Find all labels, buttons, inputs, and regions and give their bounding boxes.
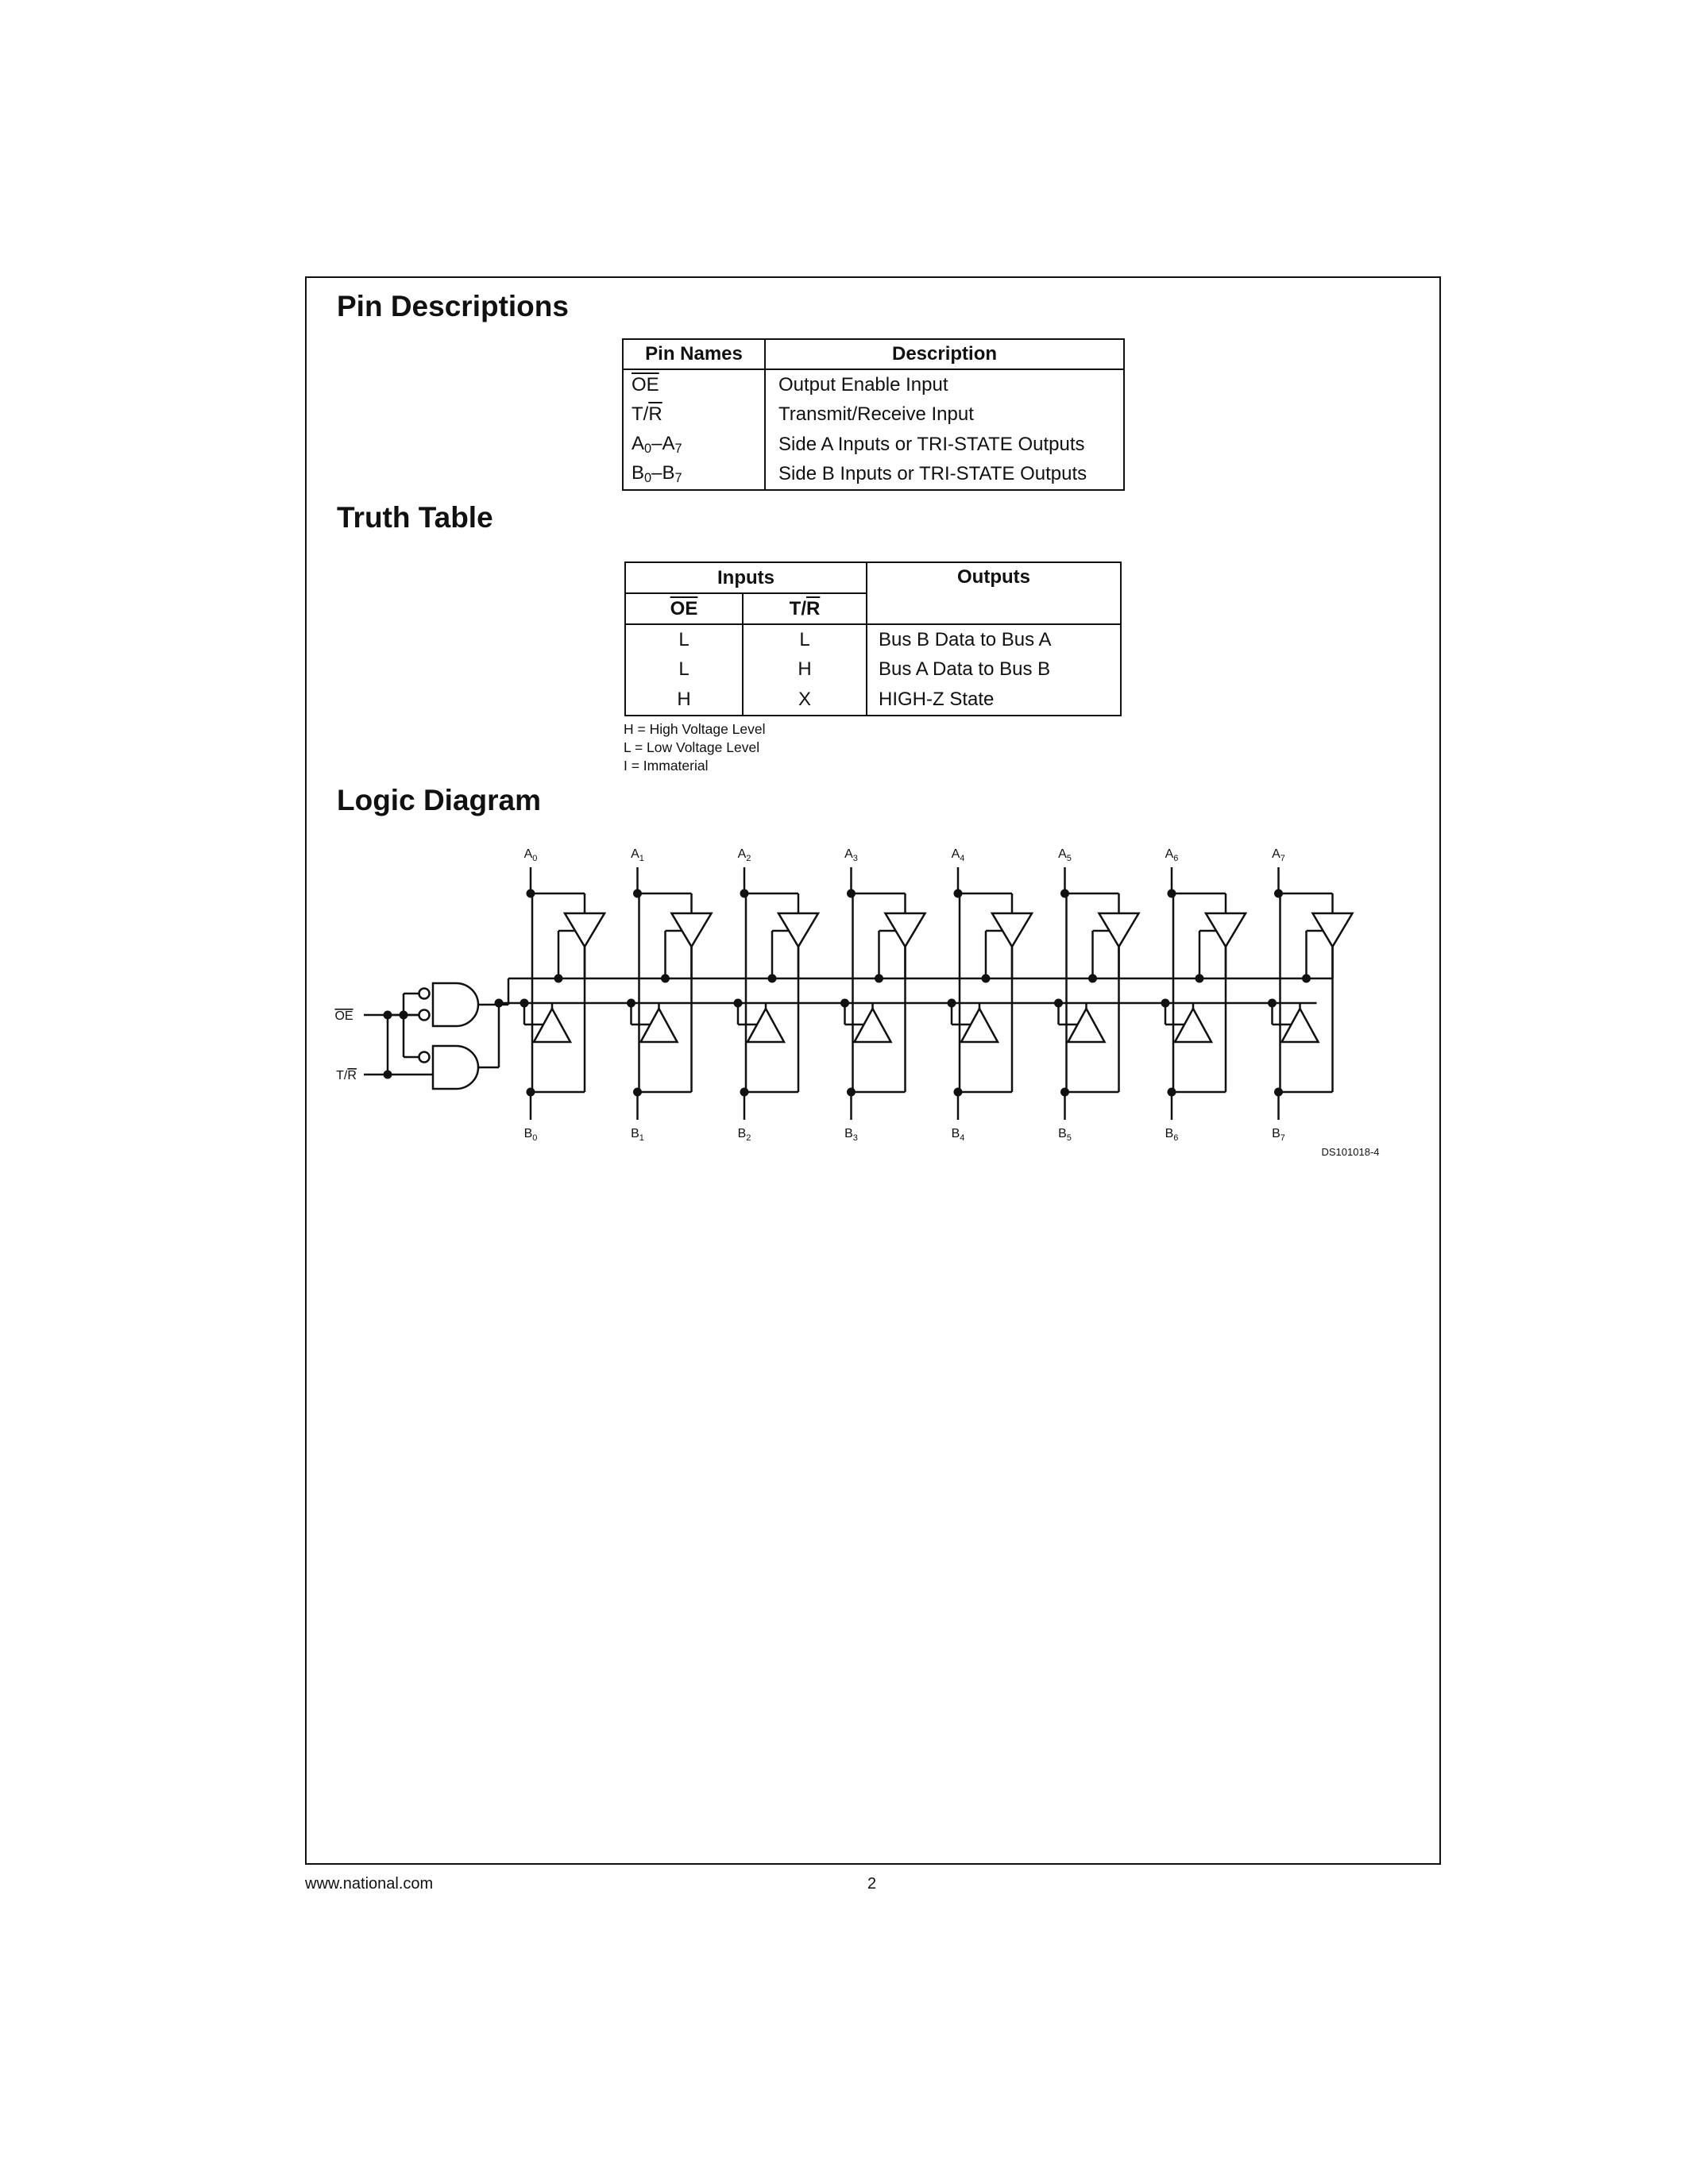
note-line: H = High Voltage Level [624, 721, 766, 737]
b-pin-label: $B_4$ [951, 1127, 965, 1143]
oe-value: L [625, 655, 743, 685]
junction-dot [1302, 974, 1311, 983]
b-pin-label: $B_3$ [844, 1127, 858, 1143]
pin-name: $A_0-A_7$ [623, 430, 765, 460]
pin-description: Side B Inputs or TRI-STATE Outputs [778, 463, 1087, 485]
b-pin-label: $B_5$ [1058, 1127, 1072, 1143]
inverter-bubble [419, 1010, 430, 1021]
junction-dot [520, 999, 529, 1008]
junction-dot [627, 999, 635, 1008]
a-pin-label: $A_1$ [631, 847, 644, 863]
footer-url: www.national.com [305, 1875, 434, 1893]
junction-dot [661, 974, 670, 983]
pin-description: Side A Inputs or TRI-STATE Outputs [778, 433, 1085, 455]
a-pin-label: $A_7$ [1272, 847, 1285, 863]
drawing-id: DS101018-4 [1321, 1146, 1380, 1158]
a-pin-label: $A_6$ [1165, 847, 1179, 863]
junction-dot [1268, 999, 1277, 1008]
a-pin-label: $A_2$ [737, 847, 751, 863]
junction-dot [875, 974, 883, 983]
pin-description: Transmit/Receive Input [778, 403, 974, 426]
junction-dot [495, 999, 504, 1008]
b-pin-label: $B_0$ [523, 1127, 538, 1143]
inverter-bubble [419, 989, 430, 999]
a-pin-label: $A_0$ [523, 847, 538, 863]
oe-value: H [625, 685, 743, 716]
junction-dot [1196, 974, 1204, 983]
note-line: I = Immaterial [624, 758, 709, 774]
pin-names-header: Pin Names [623, 339, 765, 369]
pin-descriptions-title: Pin Descriptions [337, 290, 569, 322]
oe-value: L [625, 624, 743, 655]
tr-value: X [743, 685, 867, 716]
junction-dot [384, 1011, 392, 1020]
junction-dot [840, 999, 849, 1008]
a-pin-label: $A_5$ [1058, 847, 1072, 863]
inputs-header: Inputs [625, 562, 867, 593]
inverter-bubble [419, 1052, 430, 1063]
b-pin-label: $B_1$ [631, 1127, 644, 1143]
junction-dot [1161, 999, 1170, 1008]
output-value: Bus B Data to Bus A [867, 624, 1121, 655]
oe-label: OE [334, 1009, 353, 1023]
junction-dot [768, 974, 777, 983]
description-header: Description [765, 339, 1124, 369]
tr-value: L [743, 624, 867, 655]
junction-dot [948, 999, 956, 1008]
pin-name: $B_0-B_7$ [623, 460, 765, 491]
page-number: 2 [867, 1875, 877, 1893]
and-gate-bottom [433, 1046, 478, 1089]
junction-dot [982, 974, 991, 983]
junction-dot [1088, 974, 1097, 983]
tr-label: T/R [336, 1069, 357, 1082]
oe-header: $\overline{OE}$ [625, 593, 743, 624]
output-value: HIGH-Z State [867, 685, 1121, 716]
pin-name: $\overline{OE}$ [623, 369, 765, 400]
pin-name: $T/\overline{R}$ [623, 400, 765, 430]
junction-dot [554, 974, 563, 983]
note-line: L = Low Voltage Level [624, 739, 760, 755]
truth-table-title: Truth Table [337, 501, 493, 534]
b-pin-label: $B_6$ [1165, 1127, 1179, 1143]
pin-description: Output Enable Input [778, 373, 948, 396]
outputs-header: Outputs [867, 562, 1121, 624]
a-pin-label: $A_3$ [844, 847, 858, 863]
tr-header: $T/\overline{R}$ [743, 593, 867, 624]
b-pin-label: $B_2$ [737, 1127, 751, 1143]
and-gate-top [433, 983, 478, 1026]
tr-value: H [743, 655, 867, 685]
b-pin-label: $B_7$ [1272, 1127, 1285, 1143]
output-value: Bus A Data to Bus B [867, 655, 1121, 685]
logic-diagram-title: Logic Diagram [337, 784, 541, 816]
junction-dot [734, 999, 743, 1008]
junction-dot [1054, 999, 1063, 1008]
a-pin-label: $A_4$ [951, 847, 965, 863]
